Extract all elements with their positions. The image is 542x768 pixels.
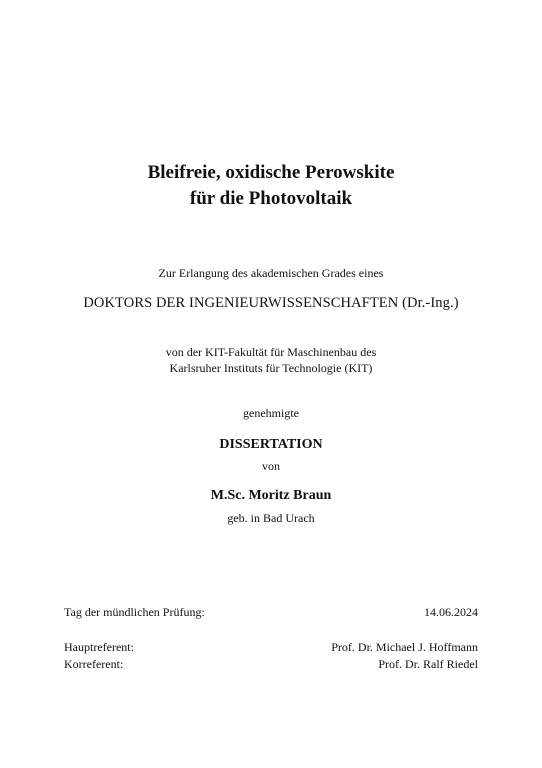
faculty-line-2: Karlsruher Instituts für Technologie (KIT) <box>169 361 373 375</box>
co-referee-label: Korreferent: <box>64 657 124 671</box>
thesis-title-line-1: Bleifreie, oxidische Perowskite <box>147 162 395 183</box>
approved-text: genehmigte <box>243 406 299 420</box>
degree-intro: Zur Erlangung des akademischen Grades eines <box>158 266 384 280</box>
main-referee-row <box>64 640 478 655</box>
exam-date-row <box>64 605 478 620</box>
exam-date-label: Tag der mündlichen Prüfung: <box>64 605 205 619</box>
dissertation-label: DISSERTATION <box>219 437 323 452</box>
degree-name: DOKTORS DER INGENIEURWISSENSCHAFTEN (Dr.-Ing.) <box>83 295 459 311</box>
author-birthplace: geb. in Bad Urach <box>227 511 315 525</box>
co-referee-value: Prof. Dr. Ralf Riedel <box>378 657 478 671</box>
main-referee-label: Hauptreferent: <box>64 640 134 654</box>
author-name: M.Sc. Moritz Braun <box>210 488 332 503</box>
by-text: von <box>262 459 280 473</box>
co-referee-row <box>64 657 478 672</box>
faculty-line-1: von der KIT-Fakultät für Maschinenbau des <box>165 345 377 359</box>
thesis-title-line-2: für die Photovoltaik <box>189 188 353 209</box>
main-referee-value: Prof. Dr. Michael J. Hoffmann <box>331 640 478 654</box>
exam-date-value: 14.06.2024 <box>424 605 478 619</box>
